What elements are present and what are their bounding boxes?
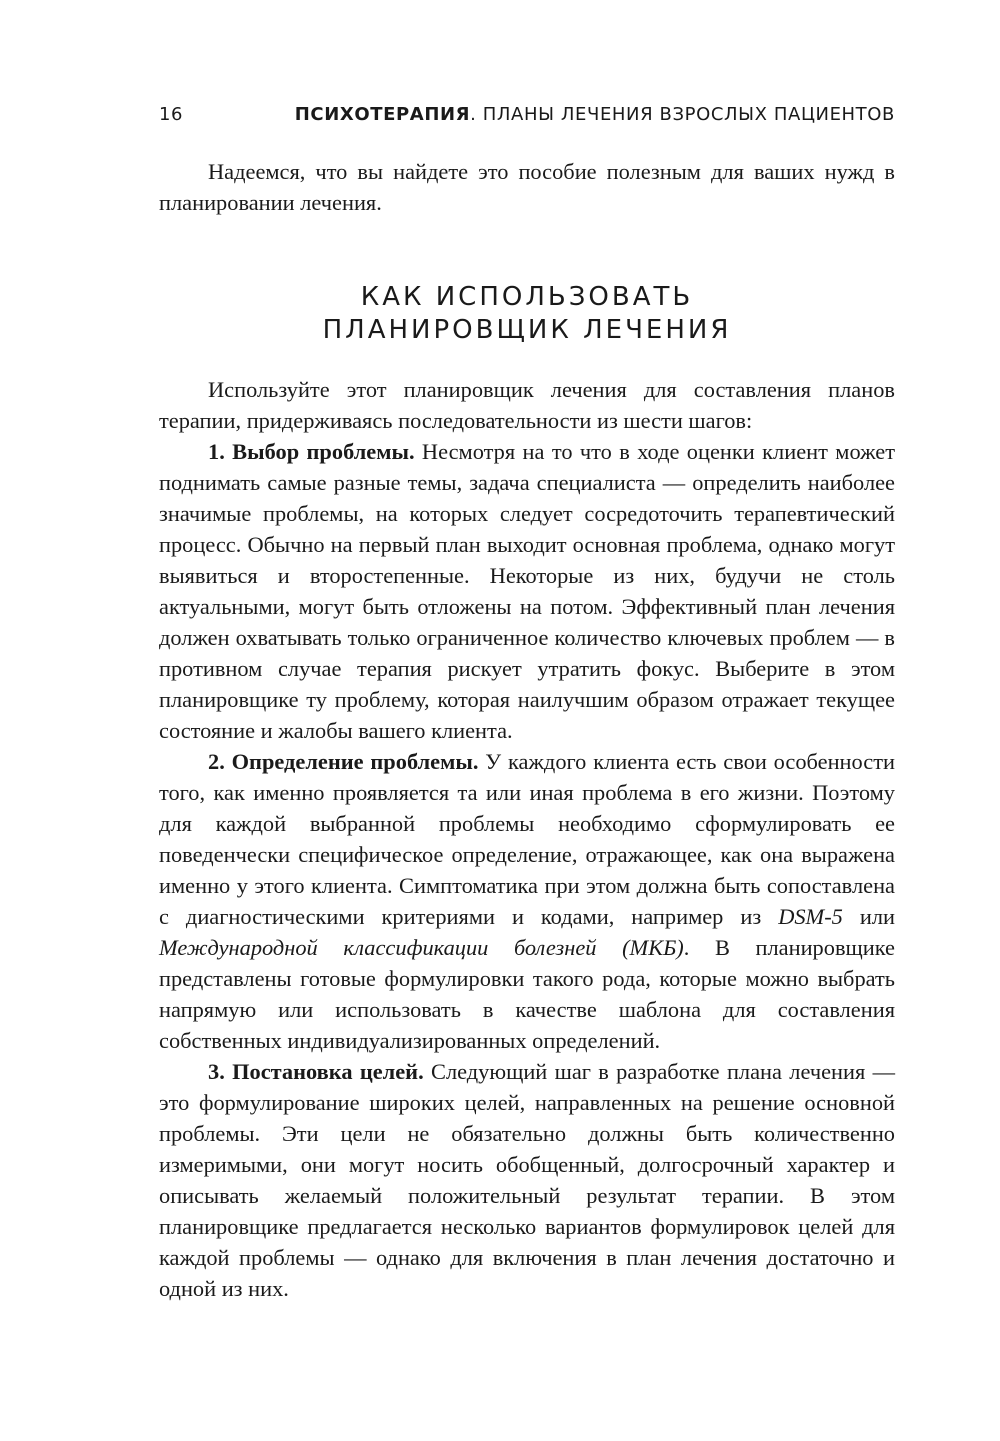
step-2-text-a: У каждого клиента есть свои особенности того, как именно проявляется та или иная проблема в его жизни. Поэтому для каждой выбранной проблемы необходимо сформулировать ее поведенчески специфическое определение, отражающее, как она выражена именно у этого клиента. Симптоматика при этом должна быть сопоставлена с диагностическими критериями и кодами, например из [159, 749, 895, 929]
running-head-title-bold: ПСИХОТЕРАПИЯ [294, 104, 471, 125]
step-3-paragraph [159, 1056, 895, 1304]
step-2-paragraph [159, 746, 895, 1056]
section-content [159, 374, 895, 1304]
running-head [159, 104, 895, 132]
book-page [159, 0, 895, 1441]
step-1-paragraph [159, 436, 895, 746]
running-head-title [295, 104, 895, 125]
section-heading-line-1: КАК ИСПОЛЬЗОВАТЬ [360, 282, 694, 312]
step-2-italic-icd: Международной классификации болезней (МКБ) [159, 935, 684, 960]
step-2-text-b: или [842, 904, 895, 929]
section-heading [159, 281, 895, 347]
step-1-title: 1. Выбор проблемы. [208, 439, 415, 464]
step-2-text-c: . В планировщике представлены готовые формулировки такого рода, которые можно выбрать напрямую или использовать в качестве шаблона для составления собственных индивидуализированных определений. [159, 935, 895, 1053]
page-number: 16 [159, 104, 184, 125]
intro-paragraph: Надеемся, что вы найдете это пособие полезным для ваших нужд в планировании лечения. [159, 159, 895, 215]
step-2-italic-dsm: DSM-5 [778, 904, 843, 929]
step-2-title: 2. Определение проблемы. [208, 749, 479, 774]
step-3-text: Следующий шаг в разработке плана лечения — это формулирование широких целей, направленных на решение основной проблемы. Эти цели не обязательно должны быть количественно измеримыми, они могут носить обобщенный, долгосрочный характер и описывать желаемый положительный результат терапии. В этом планировщике предлагается несколько вариантов формулировок целей для каждой проблемы — однако для включения в план лечения достаточно и одной из них. [159, 1059, 896, 1301]
running-head-title-rest: . ПЛАНЫ ЛЕЧЕНИЯ ВЗРОСЛЫХ ПАЦИЕНТОВ [470, 104, 895, 125]
step-3-title: 3. Постановка целей. [208, 1059, 424, 1084]
section-heading-line-2: ПЛАНИРОВЩИК ЛЕЧЕНИЯ [322, 315, 732, 345]
lead-paragraph: Используйте этот планировщик лечения для составления планов терапии, придерживаясь последовательности из шести шагов: [159, 377, 895, 433]
step-1-text: Несмотря на то что в ходе оценки клиент может поднимать самые разные темы, задача специалиста — определить наиболее значимые проблемы, на которых следует сосредоточить терапевтический процесс. Обычно на первый план выходит основная проблема, однако могут выявиться и второстепенные. Некоторые из них, будучи не столь актуальными, могут быть отложены на потом. Эффективный план лечения должен охватывать только ограниченное количество ключевых проблем — в противном случае терапия рискует утратить фокус. Выберите в этом планировщике ту проблему, которая наилучшим образом отражает текущее состояние и жалобы вашего клиента. [159, 439, 895, 743]
